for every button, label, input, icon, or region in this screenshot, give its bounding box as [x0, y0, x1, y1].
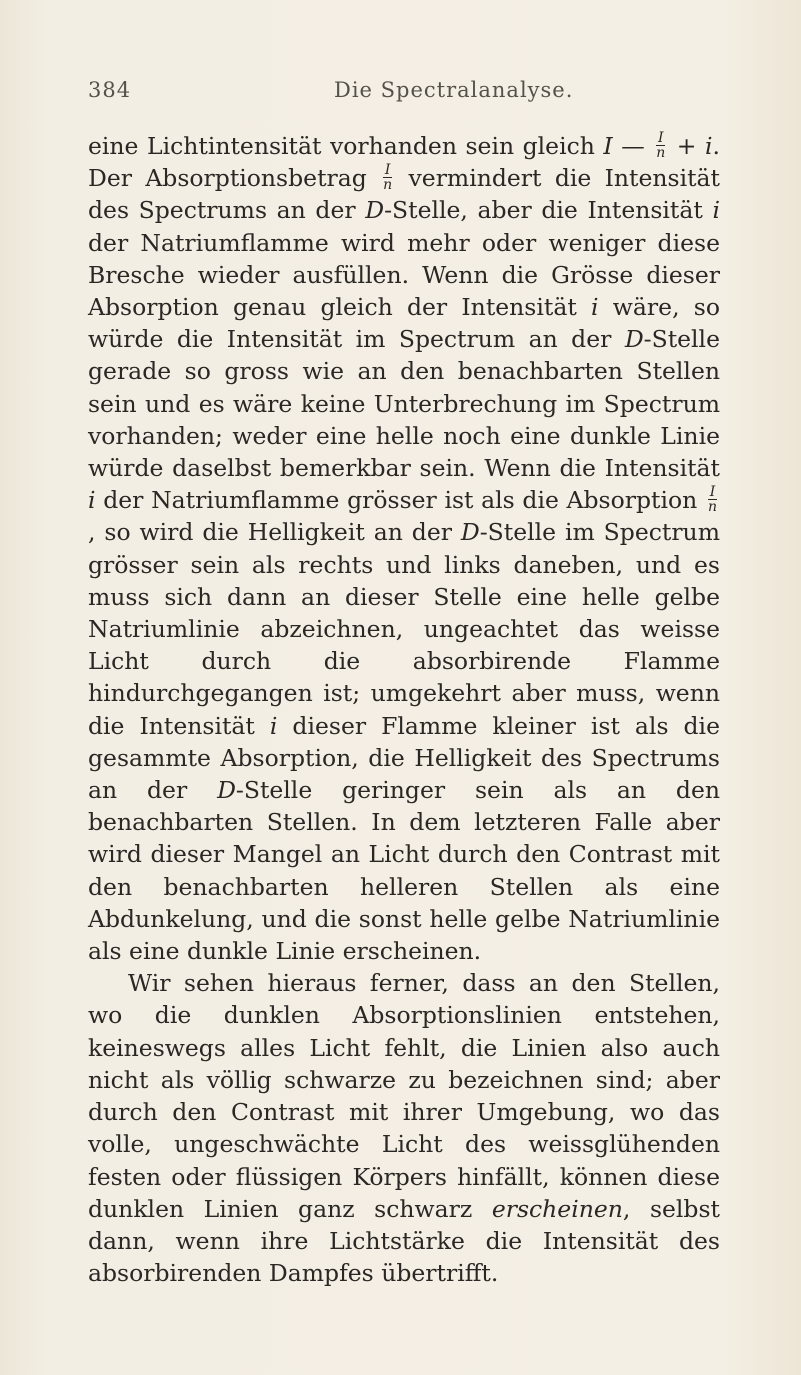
symbol-i: i [704, 132, 713, 160]
text-run: -Stelle im Spectrum grösser sein als rechts und links daneben, und es muss sich dann an dieser Stelle eine helle gelbe Natriumlinie abzeichnen, ungeachtet das weisse Licht durch die absorbirende Flamme hindurchgegangen ist; umgekehrt aber muss, wenn die Intensität [88, 518, 720, 740]
fraction-denominator: n [707, 499, 717, 516]
symbol-D: D [624, 325, 644, 354]
text-run: — [612, 132, 654, 160]
paragraph-1 [88, 130, 720, 967]
body-text [88, 130, 720, 1289]
fraction-I-over-n [383, 163, 392, 192]
symbol-i: i [712, 196, 720, 225]
text-run: vermindert die Intensität des Spectrums an der [88, 164, 721, 225]
symbol-i: i [591, 293, 599, 322]
text-run: -Stelle gerade so gross wie an den benachbarten Stellen sein und es wäre keine Unterbrechung im Spectrum vorhanden; weder eine helle noch eine dunkle Linie würde daselbst bemerkbar sein. Wenn die Intensität [88, 325, 720, 483]
text-run: -Stelle geringer sein als an den benachbarten Stellen. In dem letzteren Falle aber wird dieser Mangel an Licht durch den Contrast mit den benachbarten helleren Stellen als eine Abdunkelung, und die sonst helle gelbe Natriumlinie als eine dunkle Linie erscheinen. [88, 776, 720, 966]
text-run: dieser Flamme kleiner ist als die gesammte Absorption, die Helligkeit des Spectrums an der [88, 711, 720, 805]
emphasis: erscheinen [491, 1194, 623, 1223]
symbol-i: i [88, 486, 96, 515]
text-run: + [668, 132, 705, 160]
fraction-denominator: n [383, 177, 393, 194]
page-header [88, 78, 708, 108]
paragraph-2 [88, 967, 720, 1289]
page-number: 384 [88, 78, 132, 102]
text-run: Wir sehen hieraus ferner, dass an den Stellen, wo die dunklen Absorptionslinien entstehen, keineswegs alles Licht fehlt, die Linien also auch nicht als völlig schwarze zu bezeichnen sind; aber durch den Contrast mit ihrer Umgebung, wo das volle, ungeschwächte Licht des weissglühenden festen oder flüssigen Körpers hinfällt, können diese dunklen Linien ganz schwarz [88, 969, 720, 1223]
text-run: der Natriumflamme grösser ist als die Absorption [95, 486, 705, 515]
symbol-D: D [460, 518, 480, 547]
fraction-numerator: I [657, 130, 664, 146]
fraction-numerator: I [709, 484, 716, 501]
fraction-I-over-n [656, 131, 665, 160]
symbol-I: I [603, 132, 613, 160]
symbol-D: D [365, 196, 385, 225]
fraction-denominator: n [656, 145, 666, 161]
text-run: eine Lichtintensität vorhanden sein gleich [88, 132, 604, 160]
symbol-D: D [217, 776, 236, 805]
text-run: , so wird die Helligkeit an der [88, 518, 461, 547]
fraction-I-over-n [708, 485, 717, 514]
symbol-i: i [269, 711, 278, 740]
fraction-numerator: I [384, 162, 391, 179]
running-title: Die Spectralanalyse. [334, 78, 574, 102]
text-run: der Natriumflamme wird mehr oder weniger diese Bresche wieder ausfüllen. Wenn die Grösse dieser Absorption genau gleich der Intensität [88, 228, 720, 322]
text-run: -Stelle, aber die Intensität [384, 196, 713, 225]
text-run: wäre, so würde die Intensität im Spectrum an der [88, 293, 720, 354]
text-run: . Der Absorptionsbetrag [88, 132, 720, 193]
text-run: , selbst dann, wenn ihre Lichtstärke die Intensität des absorbirenden Dampfes übertrifft. [88, 1194, 720, 1288]
